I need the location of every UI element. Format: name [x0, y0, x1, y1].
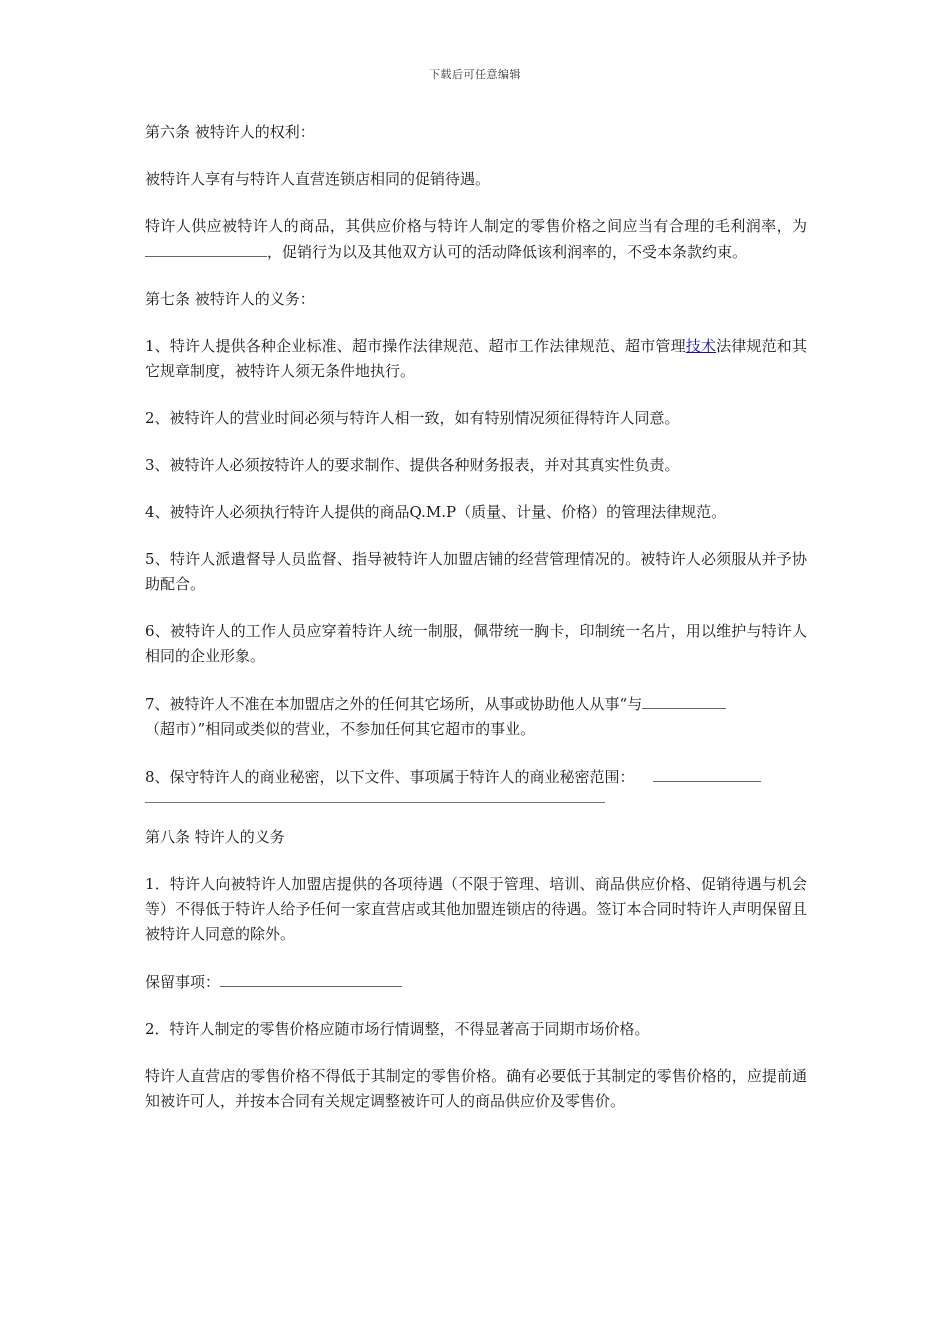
trade-secret-blank-1[interactable]	[653, 764, 761, 782]
article-7-item-2: 2、被特许人的营业时间必须与特许人相一致，如有特别情况须征得特许人同意。	[145, 409, 680, 427]
article-6-paragraph-2-text-a: 特许人供应被特许人的商品，其供应价格与特许人制定的零售价格之间应当有合理的毛利润率，为	[145, 217, 807, 235]
article-8-reserved-items	[145, 969, 807, 995]
technology-link[interactable]: 技术	[685, 337, 717, 355]
reserved-items-blank[interactable]	[220, 969, 402, 987]
trade-secret-blank-2[interactable]	[145, 790, 605, 803]
article-8-item-2: 2．特许人制定的零售价格应随市场行情调整，不得显著高于同期市场价格。	[145, 1020, 650, 1038]
article-7-item-1-text-a: 1、特许人提供各种企业标准、超市操作法律规范、超市工作法律规范、超市管理	[145, 337, 686, 355]
article-8-final-paragraph: 特许人直营店的零售价格不得低于其制定的零售价格。确有必要低于其制定的零售价格的，应提前通知被许可人，并按本合同有关规定调整被许可人的商品供应价及零售价。	[145, 1067, 807, 1110]
article-7-item-8	[145, 764, 807, 803]
article-7-item-1-text-b: 法律规范和其它规章制度，被特许人须无条件地执行。	[145, 337, 807, 380]
article-7-item-7	[145, 691, 807, 742]
article-7-item-7-text-b: （超市）”相同或类似的营业，不参加任何其它超市的事业。	[145, 720, 536, 738]
article-7-item-7-text-a: 7、被特许人不准在本加盟店之外的任何其它场所，从事或协助他人从事“与	[145, 695, 643, 713]
article-7-item-5: 5、特许人派遣督导人员监督、指导被特许人加盟店铺的经营管理情况的。被特许人必须服从并予协助配合。	[145, 550, 807, 593]
margin-rate-blank[interactable]	[145, 239, 267, 257]
article-7-item-4: 4、被特许人必须执行特许人提供的商品Q.M.P（质量、计量、价格）的管理法律规范。	[145, 503, 727, 521]
reserved-items-label: 保留事项：	[145, 973, 221, 991]
header-note: 下载后可任意编辑	[429, 68, 521, 81]
article-7-title: 第七条 被特许人的义务：	[145, 290, 315, 308]
article-8-title: 第八条 特许人的义务	[145, 828, 285, 846]
article-8-item-1: 1．特许人向被特许人加盟店提供的各项待遇（不限于管理、培训、商品供应价格、促销待遇与机会等）不得低于特许人给予任何一家直营店或其他加盟连锁店的待遇。签订本合同时特许人声明保留且被特许人同意的除外。	[145, 875, 807, 943]
article-7-item-6: 6、被特许人的工作人员应穿着特许人统一制服，佩带统一胸卡，印制统一名片，用以维护与特许人相同的企业形象。	[145, 622, 807, 665]
article-6-title: 第六条 被特许人的权利：	[145, 123, 315, 141]
document-body	[145, 120, 807, 1136]
article-6-paragraph-1: 被特许人享有与特许人直营连锁店相同的促销待遇。	[145, 170, 491, 188]
article-6-paragraph-2	[145, 214, 807, 265]
article-7-item-8-text: 8、保守特许人的商业秘密，以下文件、事项属于特许人的商业秘密范围：	[145, 768, 635, 786]
article-6-paragraph-2-text-b: ，促销行为以及其他双方认可的活动降低该利润率的，不受本条款约束。	[267, 243, 748, 261]
supermarket-name-blank[interactable]	[642, 691, 726, 709]
article-7-item-1	[145, 334, 807, 384]
article-7-item-3: 3、被特许人必须按特许人的要求制作、提供各种财务报表，并对其真实性负责。	[145, 456, 680, 474]
